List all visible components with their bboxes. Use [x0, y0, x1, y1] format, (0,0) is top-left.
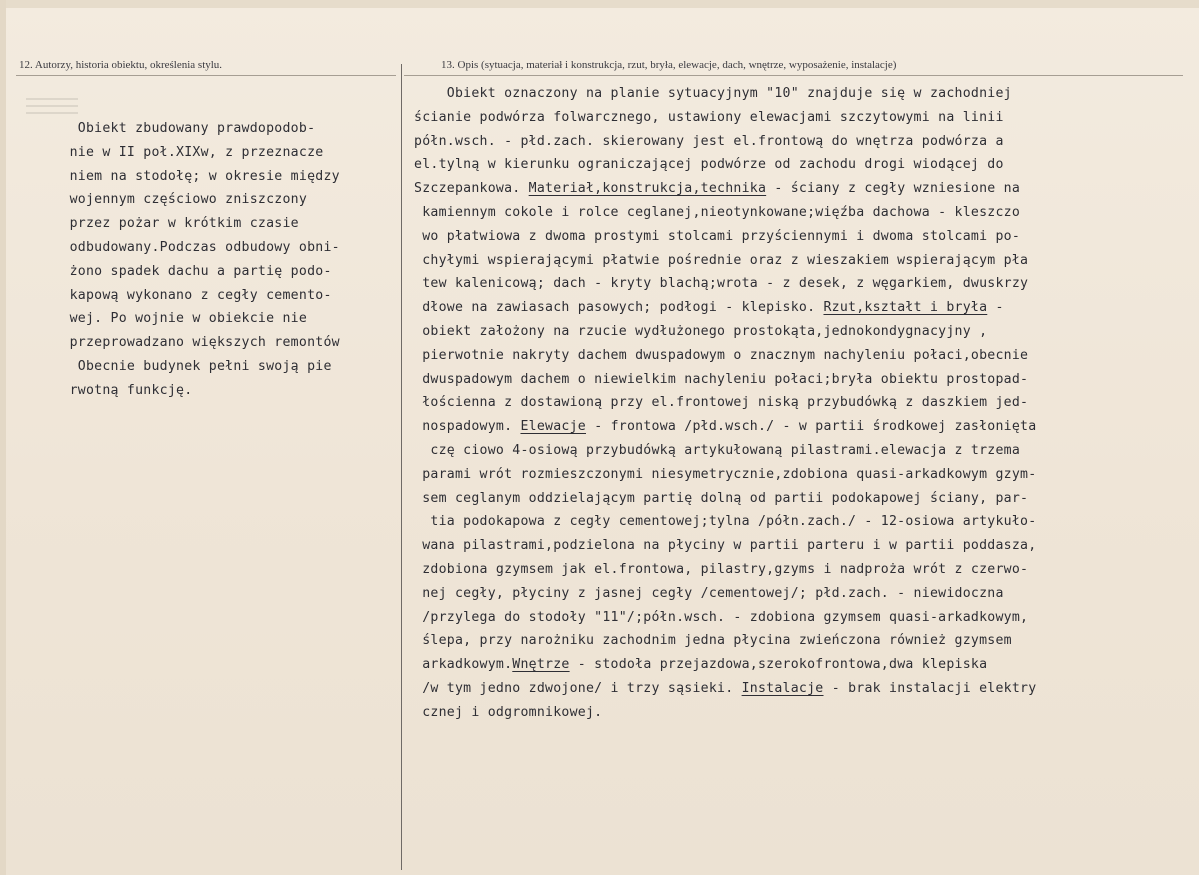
text-line [414, 677, 1036, 701]
text-segment: tew kalenicową; dach - kryty blachą;wrota - z desek, z węgarkiem, dwuskrzy [414, 276, 1029, 292]
text-line [414, 82, 1036, 106]
text-segment: - brak instalacji elektry [823, 680, 1037, 696]
text-line [414, 177, 1036, 201]
text-segment: dłowe na zawiasach pasowych; podłogi - klepisko. [414, 300, 824, 316]
text-segment: półn.wsch. - płd.zach. skierowany jest el.frontową do wnętrza podwórza a [414, 133, 1004, 149]
text-line [414, 463, 1036, 487]
text-line [414, 510, 1036, 534]
text-segment: sem ceglanym oddzielającym partię dolną od partii podokapowej ściany, par- [414, 490, 1029, 506]
page-top-edge [0, 0, 1199, 8]
text-line [414, 653, 1036, 677]
text-segment: wana pilastrami,podzielona na płyciny w partii parteru i w partii poddasza, [414, 538, 1037, 554]
text-line [414, 225, 1036, 249]
text-line [414, 201, 1036, 225]
column-divider [401, 64, 402, 870]
text-segment: ścianie podwórza folwarcznego, ustawiony elewacjami szczytowymi na linii [414, 109, 1004, 125]
text-line [414, 320, 1036, 344]
text-segment: nej cegły, płyciny z jasnej cegły /cementowej/; płd.zach. - niewidoczna [414, 585, 1004, 601]
text-segment: /przylega do stodoły "11"/;półn.wsch. - zdobiona gzymsem quasi-arkadkowym, [414, 609, 1029, 625]
text-line [414, 415, 1036, 439]
text-segment: - frontowa /płd.wsch./ - w partii środkowej zasłonięta [586, 419, 1037, 435]
text-line [414, 391, 1036, 415]
text-segment: cznej i odgromnikowej. [414, 704, 603, 720]
text-segment: tia podokapowa z cegły cementowej;tylna /półn.zach./ - 12-osiowa artykuło- [414, 514, 1037, 530]
text-segment: chyłymi wspierającymi płatwie pośrednie oraz z wieszakiem wspierającym pła [414, 252, 1029, 268]
section-13-heading: 13. Opis (sytuacja, materiał i konstrukcja, rzut, bryła, elewacje, dach, wnętrze, wyposażenie, instalacje) [441, 59, 897, 71]
text-segment: - ściany z cegły wzniesione na [766, 181, 1021, 197]
text-segment: wo płatwiowa z dwoma prostymi stolcami przyściennymi i dwoma stolcami po- [414, 228, 1021, 244]
text-line [414, 534, 1036, 558]
text-line [414, 249, 1036, 273]
section-12-text [45, 117, 340, 403]
text-segment: czę ciowo 4-osiową przybudówką artykułowaną pilastrami.elewacja z trzema [414, 442, 1021, 458]
text-segment: Obiekt oznaczony na planie sytuacyjnym "10" znajduje się w zachodniej [414, 86, 1012, 101]
underlined-subheading: Wnętrze [512, 657, 570, 673]
section-13-text [414, 82, 1036, 725]
right-header-rule [404, 75, 1183, 76]
underlined-subheading: Elewacje [520, 419, 586, 435]
text-segment: arkadkowym. [414, 657, 513, 673]
text-line: żono spadek dachu a partię podo- [45, 263, 332, 279]
text-line [414, 272, 1036, 296]
underlined-subheading: Instalacje [741, 680, 824, 696]
text-line: wej. Po wojnie w obiekcie nie [45, 311, 308, 327]
text-line: przez pożar w krótkim czasie [45, 216, 299, 232]
text-line [414, 344, 1036, 368]
text-line: Obiekt zbudowany prawdopodob- [45, 121, 316, 136]
text-line: nie w II poł.XIXw, z przeznacze [45, 144, 324, 160]
page-left-edge [0, 0, 6, 875]
text-line [414, 558, 1036, 582]
text-segment: obiekt założony na rzucie wydłużonego prostokąta,jednokondygnacyjny , [414, 323, 988, 339]
text-segment: zdobiona gzymsem jak el.frontowa, pilastry,gzyms i nadproża wrót z czerwo- [414, 561, 1029, 577]
text-line: wojennym częściowo zniszczony [45, 192, 308, 208]
text-line [414, 296, 1036, 320]
text-line [414, 153, 1036, 177]
text-segment: parami wrót rozmieszczonymi niesymetrycznie,zdobiona quasi-arkadkowym gzym- [414, 466, 1037, 482]
text-line [414, 701, 1036, 725]
text-line [414, 629, 1036, 653]
text-line [414, 582, 1036, 606]
text-segment: - stodoła przejazdowa,szerokofrontowa,dwa klepiska [569, 657, 988, 673]
text-line: kapową wykonano z cegły cemento- [45, 287, 332, 303]
text-line [414, 439, 1036, 463]
text-line: Obecnie budynek pełni swoją pie [45, 358, 332, 374]
left-header-rule [16, 75, 396, 76]
text-line [414, 130, 1036, 154]
text-line: niem na stodołę; w okresie między [45, 168, 340, 184]
text-line [414, 368, 1036, 392]
text-line: przeprowadzano większych remontów [45, 335, 340, 351]
text-segment: el.tylną w kierunku ograniczającej podwórze od zachodu drogi wiodącej do [414, 157, 1004, 173]
text-segment: nospadowym. [414, 419, 521, 435]
text-segment: łościenna z dostawioną przy el.frontowej niską przybudówką z daszkiem jed- [414, 395, 1029, 411]
text-line: rwotną funkcję. [45, 382, 193, 398]
text-segment: pierwotnie nakryty dachem dwuspadowym o znacznym nachyleniu połaci,obecnie [414, 347, 1029, 363]
text-segment: dwuspadowym dachem o niewielkim nachyleniu połaci;bryła obiektu prostopad- [414, 371, 1029, 387]
text-line [414, 106, 1036, 130]
text-segment: kamiennym cokole i rolce ceglanej,nieotynkowane;więźba dachowa - kleszczo [414, 204, 1021, 220]
text-segment: Szczepankowa. [414, 181, 529, 197]
text-line: odbudowany.Podczas odbudowy obni- [45, 239, 340, 255]
text-line [414, 487, 1036, 511]
text-line [414, 606, 1036, 630]
section-12-heading: 12. Autorzy, historia obiektu, określenia stylu. [19, 59, 223, 71]
underlined-subheading: Rzut,kształt i bryła [823, 300, 988, 316]
text-segment: - [987, 300, 1004, 316]
underlined-subheading: Materiał,konstrukcja,technika [528, 181, 767, 197]
text-segment: /w tym jedno zdwojone/ i trzy sąsieki. [414, 680, 742, 696]
text-segment: ślepa, przy narożniku zachodnim jedna płycina zwieńczona również gzymsem [414, 633, 1012, 649]
